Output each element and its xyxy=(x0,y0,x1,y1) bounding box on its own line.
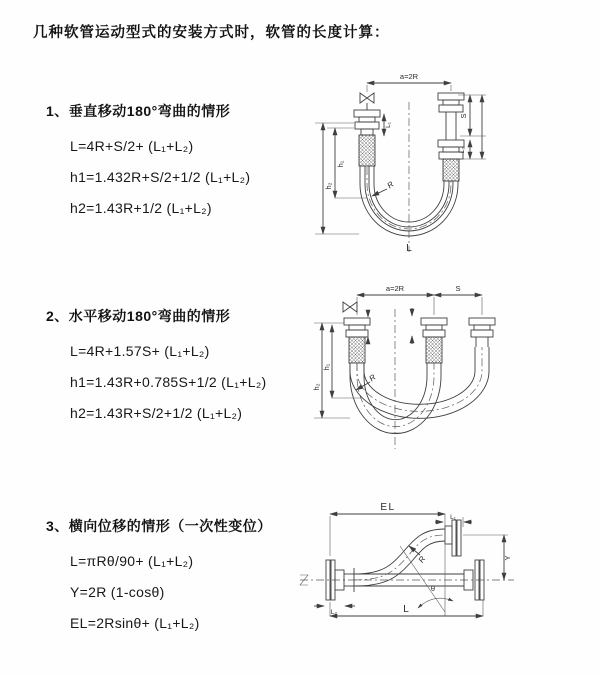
braided-hose-section xyxy=(359,135,375,166)
formula-line: Y=2R (1-cosθ) xyxy=(70,583,165,600)
formula-line: h1=1.43R+0.785S+1/2 (L₁+L₂) xyxy=(70,373,267,390)
page-title: 几种软管运动型式的安装方式时，软管的长度计算： xyxy=(33,25,390,41)
section-horizontal-movement xyxy=(46,306,267,428)
d2-linework xyxy=(314,295,495,449)
angle-label: θ xyxy=(430,584,436,593)
section-3-heading: 3、横向位移的情形（一次性变位） xyxy=(46,518,272,534)
dim-label-l1: L₁ xyxy=(450,514,456,521)
dim-label-l2: L₂ xyxy=(459,146,466,154)
dim-label-h2: h₂ xyxy=(324,182,333,190)
valve-icon xyxy=(343,302,357,312)
length-label: L xyxy=(406,243,412,254)
radius-label: R xyxy=(367,372,378,384)
radius-label: R xyxy=(416,554,428,565)
formula-line: L=4R+1.57S+ (L₁+L₂) xyxy=(70,342,210,359)
formula-line: EL=2Rsinθ+ (L₁+L₂) xyxy=(70,614,200,631)
diagram-lateral-displacement xyxy=(296,498,600,653)
dim-label-el: EL xyxy=(380,502,396,513)
dim-label-l1: L₁ xyxy=(385,122,392,128)
dim-label-h1: h₁ xyxy=(322,363,331,371)
formula-line: h2=1.43R+S/2+1/2 (L₁+L₂) xyxy=(70,404,243,421)
section-1-heading: 1、垂直移动180°弯曲的情形 xyxy=(46,103,231,119)
diagram-vertical-180-bend xyxy=(310,66,590,258)
section-vertical-movement xyxy=(46,101,250,223)
valve-icon xyxy=(360,93,374,103)
dim-label-s: S xyxy=(459,113,468,119)
length-label: L xyxy=(403,604,409,615)
dim-label-span: a=2R xyxy=(385,284,405,293)
braided-hose-section xyxy=(349,337,365,363)
formula-line: L=4R+S/2+ (L₁+L₂) xyxy=(70,137,194,154)
section-2-heading: 2、水平移动180°弯曲的情形 xyxy=(46,308,231,324)
formula-line: h2=1.43R+1/2 (L₁+L₂) xyxy=(70,199,212,216)
dim-label-s: S xyxy=(455,284,461,293)
radius-label: R xyxy=(385,179,396,191)
formula-line: h1=1.432R+S/2+1/2 (L₁+L₂) xyxy=(70,168,251,185)
braided-hose-section xyxy=(443,159,459,181)
dim-label-span: a=2R xyxy=(399,72,419,81)
d3-linework xyxy=(300,514,514,616)
section-lateral-displacement xyxy=(46,516,272,638)
diagram-horizontal-180-bend xyxy=(303,281,600,461)
formula-line: L=πRθ/90+ (L₁+L₂) xyxy=(70,552,194,569)
dim-label-l2: L₂ xyxy=(330,609,338,616)
braided-hose-section xyxy=(426,337,442,363)
dim-label-h2: h₂ xyxy=(312,383,321,391)
dim-label-y: Y xyxy=(503,555,512,561)
dim-label-h1: h₁ xyxy=(336,160,345,168)
